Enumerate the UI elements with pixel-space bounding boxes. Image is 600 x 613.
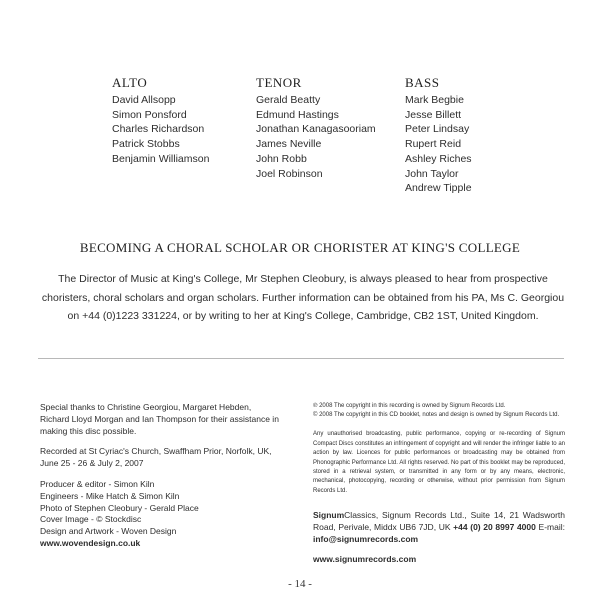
- credits-block: [40, 402, 280, 550]
- bass-name: John Taylor: [405, 167, 459, 180]
- contact-address: Classics, Signum Records Ltd., Suite 14, 21 Wadsworth Road, Perivale, Middx UB6 7JD, UK: [313, 510, 565, 533]
- bass-name: Ashley Riches: [405, 152, 472, 165]
- engineers-credit: Engineers - Mike Hatch & Simon Kiln: [40, 490, 180, 501]
- tenor-name: John Robb: [256, 152, 307, 165]
- design-credit: [40, 526, 280, 550]
- alto-name: David Allsopp: [112, 94, 176, 106]
- producer-credit: Producer & editor - Simon Kiln: [40, 478, 155, 489]
- bass-list: [405, 93, 472, 196]
- alto-name: Patrick Stobbs: [112, 138, 180, 151]
- tenor-column: [256, 75, 376, 181]
- bass-name: Mark Begbie: [405, 94, 464, 106]
- intro-paragraph: The Director of Music at King's College, Mr Stephen Cleobury, is always pleased to hear from prospective choristers, choral scholars and organ scholars. Further information can be obtained from his PA, Ms C. Georgiou on +44 (0)1223 331224, or by writing to her at King's College, Cambridge, CB2 1ST, United Kingdom.: [41, 273, 565, 322]
- tenor-name: Gerald Beatty: [256, 94, 321, 106]
- design-label: Design and Artwork - Woven Design: [40, 526, 177, 537]
- photo-credit: Photo of Stephen Cleobury - Gerald Place: [40, 502, 199, 513]
- tenor-name: Jonathan Kanagasooriam: [256, 123, 376, 136]
- alto-name: Simon Ponsford: [112, 108, 187, 121]
- divider: [38, 358, 564, 359]
- tenor-name: Edmund Hastings: [256, 108, 339, 121]
- bass-name: Rupert Reid: [405, 138, 462, 151]
- tenor-heading: TENOR: [256, 75, 302, 90]
- p-line: ℗ 2008 The copyright in this recording is owned by Signum Records Ltd.: [313, 403, 506, 409]
- bass-name: Jesse Billett: [405, 108, 462, 121]
- recorded-text: Recorded at St Cyriac's Church, Swaffham Prior, Norfolk, UK, June 25 - 26 & July 2, 2007: [40, 446, 272, 469]
- cover-credit: Cover Image - © Stockdisc: [40, 514, 142, 525]
- bass-name: Peter Lindsay: [405, 123, 470, 136]
- website-link[interactable]: www.signumrecords.com: [313, 553, 417, 564]
- bass-column: [405, 75, 472, 196]
- legal-notice: Any unauthorised broadcasting, public performance, copying or re-recording of Signum Compact Discs constitutes an infringement of copyright and will render the infringer liable to an action by law. Licences for public performances or broadcasting may be obtained from Phonographic Performance Ltd. All rights reserved. No part of this booklet may be reproduced, stored in a retrieval system, or transmitted in any form or by any means, electronic, mechanical, photocopying, recording or otherwise, without prior permission from Signum Records Ltd.: [313, 431, 565, 494]
- email-label: E-mail:: [538, 522, 565, 533]
- email-link[interactable]: info@signumrecords.com: [313, 533, 419, 544]
- copyright-block: [313, 402, 565, 564]
- alto-list: [112, 93, 209, 167]
- page-number: - 14 -: [288, 578, 312, 590]
- alto-heading: ALTO: [112, 75, 148, 90]
- c-line: © 2008 The copyright in this CD booklet, notes and design is owned by Signum Records Ltd.: [313, 412, 560, 419]
- contact-info: [313, 510, 565, 545]
- contact-phone: +44 (0) 20 8997 4000: [453, 522, 536, 533]
- tenor-name: James Neville: [256, 138, 322, 151]
- alto-column: [112, 75, 209, 167]
- bass-name: Andrew Tipple: [405, 182, 472, 195]
- section-heading: BECOMING A CHORAL SCHOLAR OR CHORISTER AT KING'S COLLEGE: [79, 240, 521, 255]
- design-website-link[interactable]: www.wovendesign.co.uk: [40, 537, 141, 548]
- thanks-text: Special thanks to Christine Georgiou, Margaret Hebden, Richard Lloyd Morgan and Ian Thompson for their assistance in making this disc possible.: [40, 402, 279, 436]
- alto-name: Benjamin Williamson: [112, 152, 210, 165]
- brand-name: Signum: [313, 510, 345, 521]
- bass-heading: BASS: [405, 75, 440, 90]
- tenor-list: [256, 93, 376, 181]
- tenor-name: Joel Robinson: [256, 167, 323, 180]
- alto-name: Charles Richardson: [112, 123, 205, 136]
